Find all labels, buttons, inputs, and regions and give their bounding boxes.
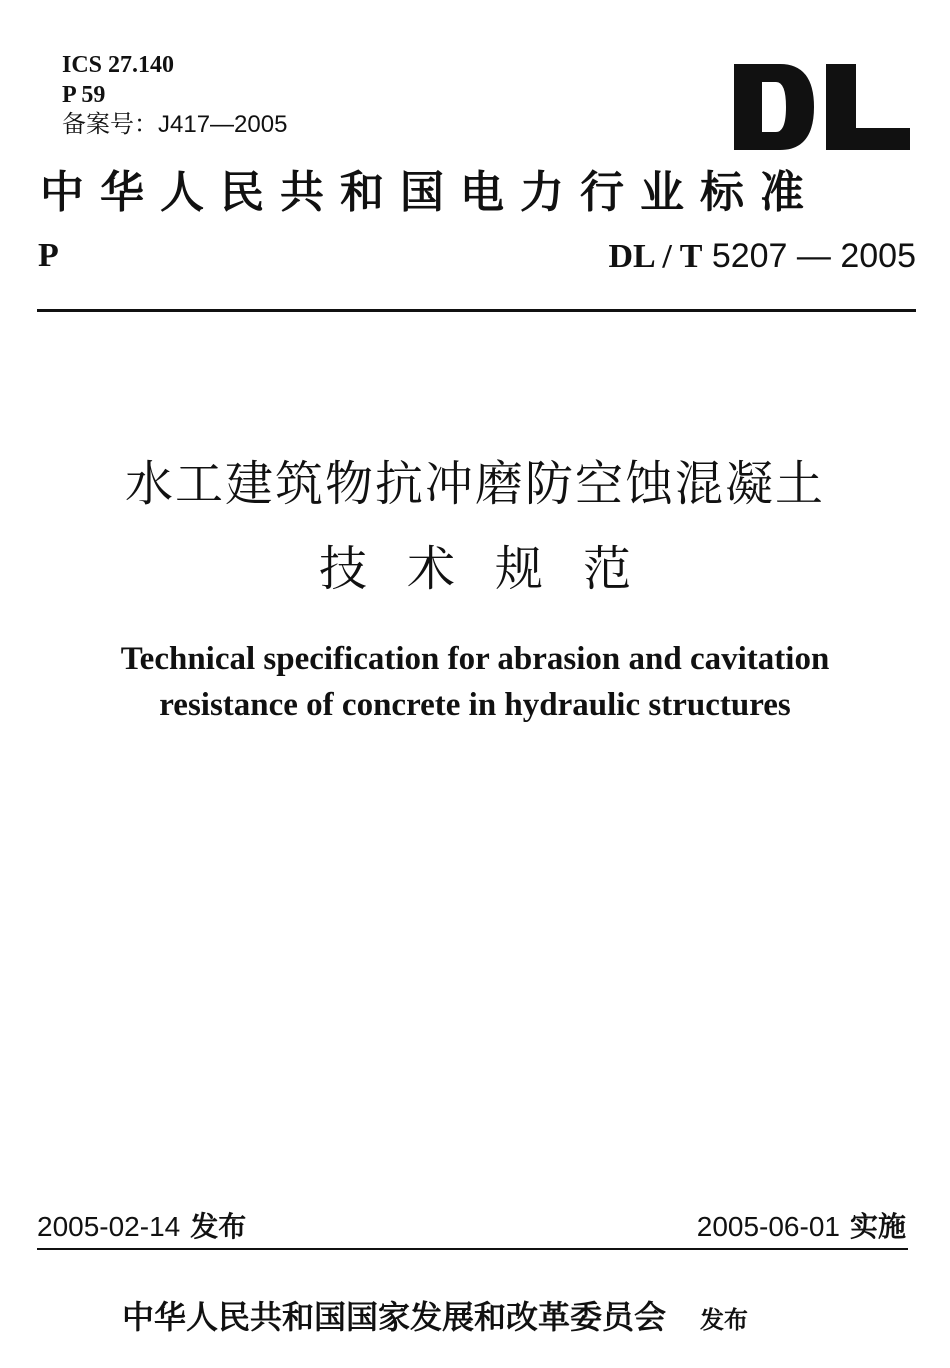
record-value: J417—2005 <box>158 111 288 138</box>
issue-date <box>37 1209 246 1245</box>
publisher-name: 中华人民共和国国家发展和改革委员会 <box>122 1298 667 1336</box>
standard-number <box>609 236 917 277</box>
header-divider <box>37 309 916 312</box>
cn-title-line-1: 水工建筑物抗冲磨防空蚀混凝土 <box>124 456 825 512</box>
effective-label: 实施 <box>849 1210 906 1243</box>
publisher-action: 发布 <box>700 1305 749 1334</box>
standard-code: 5207 — 2005 <box>711 237 916 275</box>
standard-prefix: DL / T <box>608 238 703 275</box>
classification-code: P 59 <box>62 82 106 108</box>
issue-date-value: 2005-02-14 <box>37 1211 181 1242</box>
en-title-line-2: resistance of concrete in hydraulic structures <box>159 687 791 723</box>
effective-date <box>697 1209 906 1245</box>
issue-label: 发布 <box>190 1210 247 1243</box>
dl-logo <box>732 62 912 152</box>
record-number <box>62 110 287 140</box>
class-code: P <box>38 237 59 274</box>
effective-date-value: 2005-06-01 <box>696 1211 840 1242</box>
ics-code: ICS 27.140 <box>62 52 175 78</box>
cn-title-line-2: 技术规范 <box>318 541 671 597</box>
publisher <box>122 1296 748 1341</box>
en-title-line-1: Technical specification for abrasion and cavitation <box>120 641 830 677</box>
record-label: 备案号： <box>62 111 158 138</box>
footer-divider <box>37 1248 908 1250</box>
industry-standard-title: 中华人民共和国电力行业标准 <box>40 167 820 218</box>
